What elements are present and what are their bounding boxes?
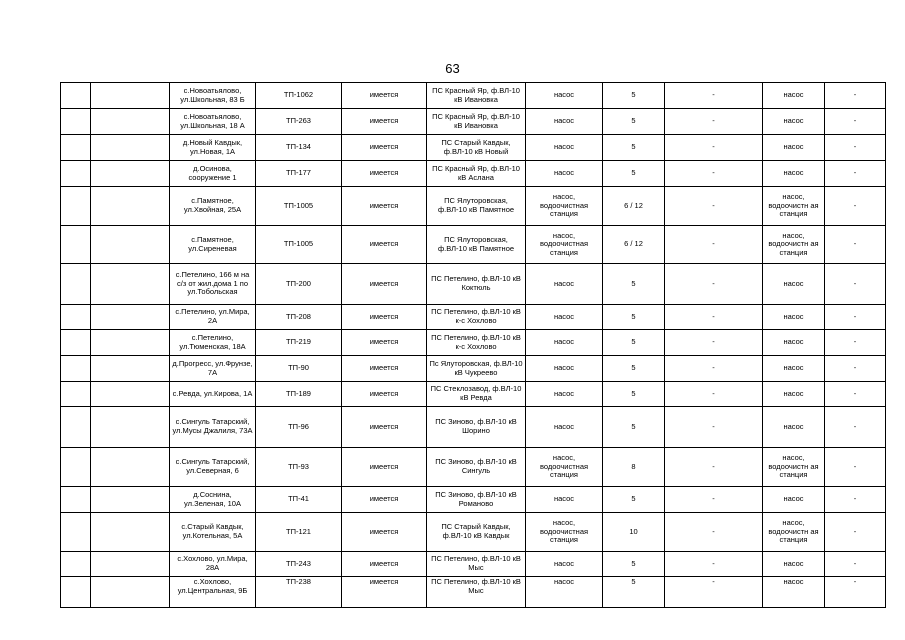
dash-2-cell: - — [825, 305, 886, 330]
power-source-cell: ПС Красный Яр, ф.ВЛ-10 кВ Ивановка — [427, 83, 526, 109]
equipment-type-2-cell: насос — [763, 264, 825, 305]
blank-cell-b — [91, 264, 170, 305]
value-cell: 5 — [603, 487, 665, 513]
substation-cell: ТП-219 — [256, 330, 342, 356]
blank-cell-a — [61, 83, 91, 109]
blank-cell-a — [61, 330, 91, 356]
value-cell: 6 / 12 — [603, 187, 665, 226]
equipment-type-2-cell: насос, водоочистн ая станция — [763, 187, 825, 226]
power-source-cell: ПС Ялуторовская, ф.ВЛ-10 кВ Памятное — [427, 226, 526, 264]
status-cell: имеется — [342, 226, 427, 264]
equipment-type-cell: насос, водоочистная станция — [526, 513, 603, 552]
dash-2-cell: - — [825, 407, 886, 448]
power-source-cell: ПС Старый Кавдык, ф.ВЛ-10 кВ Кавдык — [427, 513, 526, 552]
address-cell: д.Соснина, ул.Зеленая, 10А — [170, 487, 256, 513]
equipment-type-2-cell: насос — [763, 382, 825, 407]
substation-cell: ТП-1005 — [256, 226, 342, 264]
equipment-type-cell: насос — [526, 552, 603, 577]
blank-cell-a — [61, 487, 91, 513]
dash-cell: - — [665, 513, 763, 552]
status-cell: имеется — [342, 187, 427, 226]
equipment-type-cell: насос — [526, 161, 603, 187]
equipment-type-cell: насос — [526, 407, 603, 448]
table-row — [61, 226, 886, 264]
dash-cell: - — [665, 83, 763, 109]
equipment-type-cell: насос — [526, 135, 603, 161]
substation-cell: ТП-1062 — [256, 83, 342, 109]
dash-cell: - — [665, 330, 763, 356]
dash-cell: - — [665, 382, 763, 407]
blank-cell-b — [91, 161, 170, 187]
value-cell: 5 — [603, 264, 665, 305]
table-row — [61, 487, 886, 513]
blank-cell-b — [91, 448, 170, 487]
status-cell: имеется — [342, 407, 427, 448]
power-source-cell: ПС Зиново, ф.ВЛ-10 кВ Шорино — [427, 407, 526, 448]
dash-2-cell: - — [825, 109, 886, 135]
equipment-type-cell: насос — [526, 109, 603, 135]
facilities-table — [60, 82, 886, 608]
dash-2-cell: - — [825, 356, 886, 382]
equipment-type-2-cell: насос — [763, 577, 825, 608]
dash-2-cell: - — [825, 161, 886, 187]
address-cell: с.Сингуль Татарский, ул.Мусы Джалиля, 73А — [170, 407, 256, 448]
value-cell: 5 — [603, 330, 665, 356]
table-row — [61, 577, 886, 608]
status-cell: имеется — [342, 448, 427, 487]
address-cell: д.Новый Кавдык, ул.Новая, 1А — [170, 135, 256, 161]
substation-cell: ТП-93 — [256, 448, 342, 487]
address-cell: д.Осинова, сооружение 1 — [170, 161, 256, 187]
table-row — [61, 305, 886, 330]
table-row — [61, 330, 886, 356]
equipment-type-cell: насос — [526, 83, 603, 109]
status-cell: имеется — [342, 577, 427, 608]
address-cell: с.Сингуль Татарский, ул.Северная, 6 — [170, 448, 256, 487]
dash-2-cell: - — [825, 487, 886, 513]
substation-cell: ТП-134 — [256, 135, 342, 161]
table-row — [61, 448, 886, 487]
dash-cell: - — [665, 305, 763, 330]
value-cell: 8 — [603, 448, 665, 487]
blank-cell-b — [91, 187, 170, 226]
dash-2-cell: - — [825, 226, 886, 264]
equipment-type-cell: насос — [526, 330, 603, 356]
blank-cell-b — [91, 135, 170, 161]
status-cell: имеется — [342, 135, 427, 161]
equipment-type-cell: насос — [526, 305, 603, 330]
dash-2-cell: - — [825, 448, 886, 487]
status-cell: имеется — [342, 161, 427, 187]
power-source-cell: ПС Красный Яр, ф.ВЛ-10 кВ Ивановка — [427, 109, 526, 135]
equipment-type-2-cell: насос — [763, 161, 825, 187]
blank-cell-b — [91, 577, 170, 608]
blank-cell-a — [61, 161, 91, 187]
table-row — [61, 135, 886, 161]
dash-cell: - — [665, 264, 763, 305]
status-cell: имеется — [342, 552, 427, 577]
table-row — [61, 552, 886, 577]
equipment-type-2-cell: насос, водоочистн ая станция — [763, 226, 825, 264]
status-cell: имеется — [342, 83, 427, 109]
blank-cell-b — [91, 226, 170, 264]
equipment-type-2-cell: насос — [763, 407, 825, 448]
blank-cell-b — [91, 487, 170, 513]
power-source-cell: ПС Петелино, ф.ВЛ-10 кВ к-с Хохлово — [427, 305, 526, 330]
substation-cell: ТП-96 — [256, 407, 342, 448]
value-cell: 5 — [603, 109, 665, 135]
dash-2-cell: - — [825, 552, 886, 577]
power-source-cell: ПС Петелино, ф.ВЛ-10 кВ к-с Хохлово — [427, 330, 526, 356]
address-cell: с.Хохлово, ул.Мира, 28А — [170, 552, 256, 577]
address-cell: с.Памятное, ул.Хвойная, 25А — [170, 187, 256, 226]
power-source-cell: ПС Петелино, ф.ВЛ-10 кВ Коктюль — [427, 264, 526, 305]
address-cell: с.Петелино, ул.Мира, 2А — [170, 305, 256, 330]
blank-cell-a — [61, 356, 91, 382]
dash-cell: - — [665, 552, 763, 577]
address-cell: с.Ревда, ул.Кирова, 1А — [170, 382, 256, 407]
value-cell: 5 — [603, 305, 665, 330]
table-row — [61, 187, 886, 226]
equipment-type-2-cell: насос — [763, 487, 825, 513]
power-source-cell: ПС Зиново, ф.ВЛ-10 кВ Сингуль — [427, 448, 526, 487]
blank-cell-a — [61, 187, 91, 226]
dash-cell: - — [665, 135, 763, 161]
blank-cell-a — [61, 135, 91, 161]
substation-cell: ТП-121 — [256, 513, 342, 552]
substation-cell: ТП-238 — [256, 577, 342, 608]
blank-cell-a — [61, 264, 91, 305]
value-cell: 6 / 12 — [603, 226, 665, 264]
dash-cell: - — [665, 448, 763, 487]
value-cell: 5 — [603, 135, 665, 161]
status-cell: имеется — [342, 305, 427, 330]
address-cell: с.Петелино, 166 м на с/з от жил.дома 1 по ул.Тобольская — [170, 264, 256, 305]
dash-2-cell: - — [825, 513, 886, 552]
dash-2-cell: - — [825, 135, 886, 161]
equipment-type-2-cell: насос — [763, 356, 825, 382]
blank-cell-b — [91, 83, 170, 109]
dash-2-cell: - — [825, 330, 886, 356]
address-cell: с.Памятное, ул.Сиреневая — [170, 226, 256, 264]
address-cell: с.Новоатьялово, ул.Школьная, 18 А — [170, 109, 256, 135]
table-row — [61, 109, 886, 135]
value-cell: 5 — [603, 552, 665, 577]
blank-cell-b — [91, 356, 170, 382]
status-cell: имеется — [342, 264, 427, 305]
equipment-type-2-cell: насос — [763, 83, 825, 109]
substation-cell: ТП-41 — [256, 487, 342, 513]
blank-cell-b — [91, 330, 170, 356]
equipment-type-2-cell: насос — [763, 305, 825, 330]
status-cell: имеется — [342, 330, 427, 356]
power-source-cell: ПС Петелино, ф.ВЛ-10 кВ Мыс — [427, 552, 526, 577]
equipment-type-2-cell: насос, водоочистн ая станция — [763, 513, 825, 552]
blank-cell-a — [61, 382, 91, 407]
blank-cell-a — [61, 552, 91, 577]
value-cell: 5 — [603, 83, 665, 109]
substation-cell: ТП-90 — [256, 356, 342, 382]
value-cell: 5 — [603, 356, 665, 382]
table-row — [61, 83, 886, 109]
value-cell: 5 — [603, 577, 665, 608]
blank-cell-b — [91, 552, 170, 577]
substation-cell: ТП-208 — [256, 305, 342, 330]
table-row — [61, 264, 886, 305]
address-cell: д.Прогресс, ул.Фрунзе, 7А — [170, 356, 256, 382]
substation-cell: ТП-1005 — [256, 187, 342, 226]
power-source-cell: ПС Старый Кавдык, ф.ВЛ-10 кВ Новый — [427, 135, 526, 161]
table-row — [61, 513, 886, 552]
status-cell: имеется — [342, 487, 427, 513]
status-cell: имеется — [342, 382, 427, 407]
equipment-type-2-cell: насос — [763, 135, 825, 161]
value-cell: 5 — [603, 407, 665, 448]
equipment-type-cell: насос — [526, 264, 603, 305]
substation-cell: ТП-189 — [256, 382, 342, 407]
equipment-type-cell: насос, водоочистная станция — [526, 226, 603, 264]
equipment-type-cell: насос, водоочистная станция — [526, 448, 603, 487]
power-source-cell: ПС Зиново, ф.ВЛ-10 кВ Романово — [427, 487, 526, 513]
dash-2-cell: - — [825, 264, 886, 305]
dash-cell: - — [665, 577, 763, 608]
address-cell: с.Хохлово, ул.Центральная, 9Б — [170, 577, 256, 608]
blank-cell-b — [91, 305, 170, 330]
status-cell: имеется — [342, 513, 427, 552]
power-source-cell: ПС Петелино, ф.ВЛ-10 кВ Мыс — [427, 577, 526, 608]
status-cell: имеется — [342, 356, 427, 382]
table-row — [61, 407, 886, 448]
power-source-cell: Пс Ялуторовская, ф.ВЛ-10 кВ Чукреево — [427, 356, 526, 382]
table-row — [61, 161, 886, 187]
page-number: 63 — [445, 61, 460, 76]
power-source-cell: ПС Стеклозавод, ф.ВЛ-10 кВ Ревда — [427, 382, 526, 407]
dash-cell: - — [665, 187, 763, 226]
equipment-type-cell: насос — [526, 382, 603, 407]
value-cell: 5 — [603, 382, 665, 407]
value-cell: 5 — [603, 161, 665, 187]
address-cell: с.Петелино, ул.Тюменская, 18А — [170, 330, 256, 356]
substation-cell: ТП-200 — [256, 264, 342, 305]
equipment-type-2-cell: насос, водоочистн ая станция — [763, 448, 825, 487]
blank-cell-a — [61, 513, 91, 552]
dash-2-cell: - — [825, 83, 886, 109]
dash-cell: - — [665, 226, 763, 264]
blank-cell-a — [61, 109, 91, 135]
substation-cell: ТП-243 — [256, 552, 342, 577]
blank-cell-a — [61, 226, 91, 264]
equipment-type-cell: насос, водоочистная станция — [526, 187, 603, 226]
blank-cell-a — [61, 577, 91, 608]
dash-2-cell: - — [825, 187, 886, 226]
blank-cell-b — [91, 382, 170, 407]
address-cell: с.Старый Кавдык, ул.Котельная, 5А — [170, 513, 256, 552]
equipment-type-cell: насос — [526, 356, 603, 382]
equipment-type-cell: насос — [526, 577, 603, 608]
power-source-cell: ПС Ялуторовская, ф.ВЛ-10 кВ Памятное — [427, 187, 526, 226]
dash-2-cell: - — [825, 577, 886, 608]
equipment-type-2-cell: насос — [763, 330, 825, 356]
blank-cell-b — [91, 109, 170, 135]
equipment-type-2-cell: насос — [763, 552, 825, 577]
dash-2-cell: - — [825, 382, 886, 407]
value-cell: 10 — [603, 513, 665, 552]
dash-cell: - — [665, 161, 763, 187]
table-row — [61, 356, 886, 382]
dash-cell: - — [665, 407, 763, 448]
dash-cell: - — [665, 109, 763, 135]
blank-cell-a — [61, 407, 91, 448]
blank-cell-b — [91, 407, 170, 448]
substation-cell: ТП-177 — [256, 161, 342, 187]
power-source-cell: ПС Красный Яр, ф.ВЛ-10 кВ Аслана — [427, 161, 526, 187]
blank-cell-a — [61, 448, 91, 487]
address-cell: с.Новоатьялово, ул.Школьная, 83 Б — [170, 83, 256, 109]
dash-cell: - — [665, 487, 763, 513]
substation-cell: ТП-263 — [256, 109, 342, 135]
blank-cell-b — [91, 513, 170, 552]
blank-cell-a — [61, 305, 91, 330]
equipment-type-cell: насос — [526, 487, 603, 513]
equipment-type-2-cell: насос — [763, 109, 825, 135]
dash-cell: - — [665, 356, 763, 382]
table-row — [61, 382, 886, 407]
status-cell: имеется — [342, 109, 427, 135]
